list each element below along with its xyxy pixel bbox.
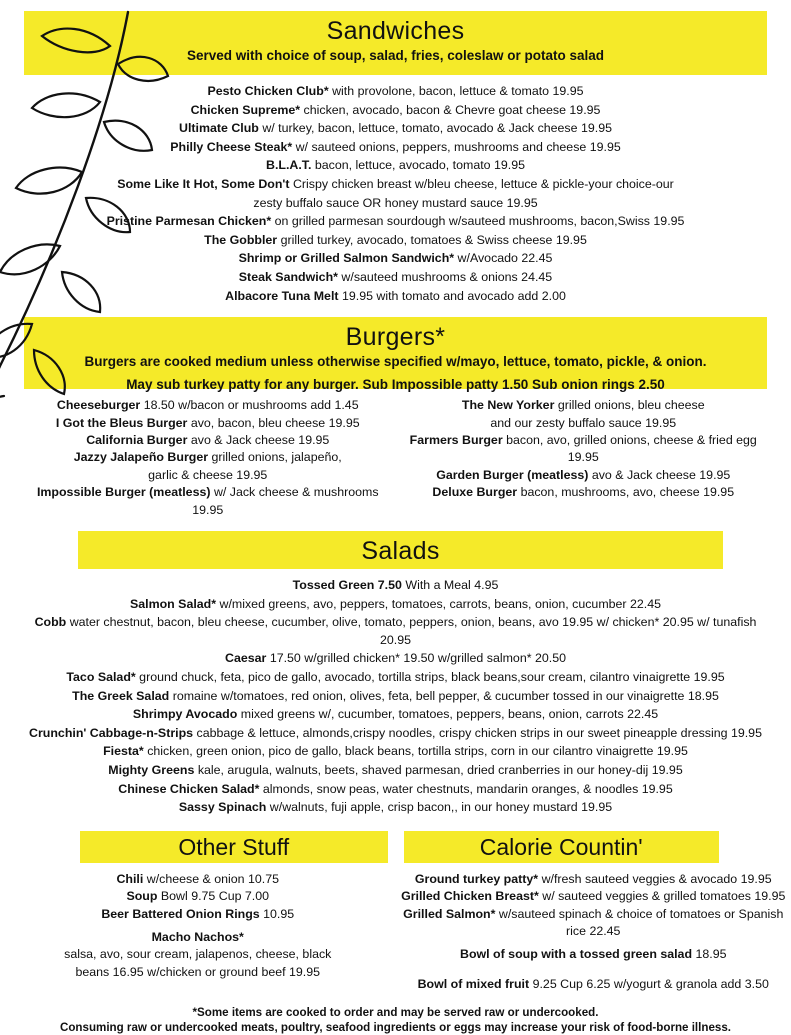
- menu-item-desc: w/ sauteed onions, peppers, mushrooms and cheese 19.95: [296, 140, 621, 154]
- menu-item-name: Soup: [126, 889, 157, 903]
- menu-item-continuation: [0, 946, 396, 963]
- menu-item: [396, 888, 791, 905]
- menu-item-desc: grilled onions, bleu cheese: [558, 398, 705, 412]
- menu-item-desc: garlic & cheese 19.95: [148, 468, 267, 482]
- menu-item: [396, 467, 772, 484]
- footnote-line-1: *Some items are cooked to order and may be served raw or undercooked.: [0, 1005, 791, 1020]
- menu-item-desc: w/sauteed spinach & choice of tomatoes or Spanish rice 22.45: [499, 907, 783, 938]
- menu-item-name: Some Like It Hot, Some Don't: [117, 177, 289, 191]
- menu-item-name: Chili: [116, 872, 143, 886]
- menu-item-name: Bowl of soup with a tossed green salad: [460, 947, 692, 961]
- footnote-line-2: Consuming raw or undercooked meats, poultry, seafood ingredients or eggs may increase your risk of food-borne illness.: [0, 1020, 791, 1035]
- menu-item-name: Garden Burger (meatless): [436, 468, 588, 482]
- menu-item-desc: With a Meal 4.95: [405, 578, 498, 592]
- burgers-title: Burgers*: [24, 317, 767, 352]
- calorie-countin-banner: [404, 831, 720, 863]
- menu-item: [28, 250, 763, 268]
- menu-item: [396, 906, 791, 941]
- menu-item: [396, 432, 772, 467]
- sandwiches-banner: [24, 11, 767, 75]
- menu-item: [396, 871, 791, 888]
- menu-item-desc: ground chuck, feta, pico de gallo, avocado, tortilla strips, black beans,sour cream, cilantro vinaigrette 19.95: [139, 670, 724, 684]
- burgers-subtitle-line1: Burgers are cooked medium unless otherwise specified w/mayo, lettuce, tomato, pickle, & onion.: [24, 352, 767, 377]
- menu-item: [20, 397, 396, 414]
- menu-item-desc: avo, bacon, bleu cheese 19.95: [191, 416, 360, 430]
- sandwiches-item-list: [0, 75, 791, 305]
- menu-item: [18, 669, 773, 687]
- menu-item-name: The Greek Salad: [72, 689, 169, 703]
- menu-item-desc: chicken, avocado, bacon & Chevre goat cheese 19.95: [304, 103, 601, 117]
- menu-item: [0, 906, 396, 923]
- menu-item-desc: cabbage & lettuce, almonds,crispy noodles, crispy chicken strips in our sweet pineapple dressing 19.95: [197, 726, 762, 740]
- menu-item-desc: grilled onions, jalapeño,: [212, 450, 342, 464]
- menu-item-desc: w/Avocado 22.45: [458, 251, 553, 265]
- menu-item: [18, 706, 773, 724]
- menu-item: [20, 415, 396, 432]
- menu-item-desc: w/sauteed mushrooms & onions 24.45: [341, 270, 552, 284]
- menu-item-desc: bacon, lettuce, avocado, tomato 19.95: [315, 158, 525, 172]
- menu-item-name: Ground turkey patty*: [415, 872, 538, 886]
- menu-item-name: Chicken Supreme*: [191, 103, 301, 117]
- menu-item-name: Bowl of mixed fruit: [418, 977, 530, 991]
- menu-item-name: Sassy Spinach: [179, 800, 266, 814]
- menu-item-desc: 10.95: [263, 907, 294, 921]
- menu-item-name: Fiesta*: [103, 744, 144, 758]
- menu-item: [28, 120, 763, 138]
- menu-item-desc: romaine w/tomatoes, red onion, olives, feta, bell pepper, & cucumber tossed in our vinaigrette 18.95: [173, 689, 719, 703]
- menu-item: [18, 799, 773, 817]
- menu-item: [28, 83, 763, 101]
- menu-item-desc: kale, arugula, walnuts, beets, shaved parmesan, dried cranberries in our honey-dij 19.95: [198, 763, 683, 777]
- menu-item: [18, 743, 773, 761]
- menu-item-desc: w/ turkey, bacon, lettuce, tomato, avocado & Jack cheese 19.95: [262, 121, 612, 135]
- menu-item-desc: Crispy chicken breast w/bleu cheese, lettuce & pickle-your choice-our: [293, 177, 674, 191]
- menu-item-desc: 18.95: [695, 947, 726, 961]
- menu-item: [18, 725, 773, 743]
- other-stuff-title: Other Stuff: [178, 834, 289, 860]
- menu-item-desc: avo & Jack cheese 19.95: [592, 468, 730, 482]
- menu-item-name: Cheeseburger: [57, 398, 140, 412]
- menu-item-continuation: [396, 415, 772, 432]
- menu-item-desc: salsa, avo, sour cream, jalapenos, cheese, black: [64, 947, 331, 961]
- menu-item-name: Beer Battered Onion Rings: [101, 907, 259, 921]
- menu-item-desc: w/cheese & onion 10.75: [147, 872, 279, 886]
- menu-item-name: B.L.A.T.: [266, 158, 311, 172]
- sandwiches-title: Sandwiches: [24, 11, 767, 46]
- menu-item-name: California Burger: [86, 433, 187, 447]
- menu-item-name: Shrimp or Grilled Salmon Sandwich*: [239, 251, 455, 265]
- menu-item-continuation: [20, 467, 396, 484]
- menu-item: [28, 157, 763, 175]
- menu-item-name: Salmon Salad*: [130, 597, 216, 611]
- salads-title: Salads: [78, 531, 723, 566]
- menu-item-name: Cobb: [35, 615, 67, 629]
- menu-item-desc: 19.95 with tomato and avocado add 2.00: [342, 289, 566, 303]
- menu-item: [28, 139, 763, 157]
- menu-item-name: Albacore Tuna Melt: [225, 289, 338, 303]
- bottom-sections: [0, 831, 791, 993]
- menu-item-desc: w/mixed greens, avo, peppers, tomatoes, carrots, beans, onion, cucumber 22.45: [220, 597, 661, 611]
- menu-item: [0, 871, 396, 888]
- menu-item-desc: with provolone, bacon, lettuce & tomato 19.95: [332, 84, 583, 98]
- menu-item-desc: 17.50 w/grilled chicken* 19.50 w/grilled salmon* 20.50: [270, 651, 566, 665]
- menu-item-name: Shrimpy Avocado: [133, 707, 237, 721]
- calorie-countin-title: Calorie Countin': [480, 834, 643, 860]
- menu-item-continuation: [28, 195, 763, 213]
- menu-item-name: Jazzy Jalapeño Burger: [74, 450, 208, 464]
- menu-item: [396, 946, 791, 963]
- menu-item-name: Impossible Burger (meatless): [37, 485, 211, 499]
- menu-item-desc: almonds, snow peas, water chestnuts, mandarin oranges, & noodles 19.95: [263, 782, 673, 796]
- menu-item-desc: beans 16.95 w/chicken or ground beef 19.95: [75, 965, 320, 979]
- other-stuff-banner: [80, 831, 388, 863]
- footnotes: [0, 1005, 791, 1035]
- menu-item: [28, 176, 763, 194]
- menu-item-name: Ultimate Club: [179, 121, 259, 135]
- other-stuff-item-list: [0, 863, 396, 981]
- menu-item: [18, 650, 773, 668]
- menu-item-name: Pesto Chicken Club*: [207, 84, 328, 98]
- menu-item-name: Steak Sandwich*: [239, 270, 338, 284]
- salads-item-list: [0, 569, 791, 817]
- menu-item-desc: and our zesty buffalo sauce 19.95: [490, 416, 676, 430]
- burgers-subtitle-line2: May sub turkey patty for any burger. Sub Impossible patty 1.50 Sub onion rings 2.50: [24, 377, 767, 400]
- menu-item-desc: w/walnuts, fuji apple, crisp bacon,, in our honey mustard 19.95: [270, 800, 612, 814]
- menu-item: [18, 614, 773, 649]
- calorie-countin-section: [396, 831, 791, 993]
- menu-item-name: Chinese Chicken Salad*: [118, 782, 259, 796]
- menu-item: [18, 762, 773, 780]
- menu-item-desc: chicken, green onion, pico de gallo, black beans, tortilla strips, corn in our cilantro vinaigrette 19.95: [147, 744, 688, 758]
- menu-item-name: Farmers Burger: [410, 433, 503, 447]
- menu-item-name: Taco Salad*: [66, 670, 135, 684]
- menu-item-name: Pristine Parmesan Chicken*: [107, 214, 272, 228]
- menu-item-desc: w/ sauteed veggies & grilled tomatoes 19.95: [542, 889, 785, 903]
- menu-item-desc: on grilled parmesan sourdough w/sauteed mushrooms, bacon,Swiss 19.95: [275, 214, 685, 228]
- menu-item-name: Grilled Chicken Breast*: [401, 889, 539, 903]
- menu-item: [0, 888, 396, 905]
- menu-item-name: Grilled Salmon*: [403, 907, 495, 921]
- menu-item: [20, 432, 396, 449]
- menu-item: [396, 484, 772, 501]
- menu-item: [28, 102, 763, 120]
- menu-item: [20, 484, 396, 519]
- menu-item-desc: Bowl 9.75 Cup 7.00: [161, 889, 269, 903]
- burgers-left-column: [20, 397, 396, 519]
- menu-item: [18, 688, 773, 706]
- menu-item-name: I Got the Bleus Burger: [56, 416, 188, 430]
- menu-item: [28, 213, 763, 231]
- menu-item: [18, 596, 773, 614]
- other-stuff-section: [0, 831, 396, 993]
- menu-item-desc: w/fresh sauteed veggies & avocado 19.95: [542, 872, 772, 886]
- menu-item-desc: bacon, mushrooms, avo, cheese 19.95: [521, 485, 735, 499]
- menu-item-desc: grilled turkey, avocado, tomatoes & Swiss cheese 19.95: [281, 233, 587, 247]
- menu-page: [0, 11, 791, 1035]
- menu-item-name: Caesar: [225, 651, 266, 665]
- menu-item-desc: zesty buffalo sauce OR honey mustard sauce 19.95: [253, 196, 537, 210]
- menu-item: [28, 232, 763, 250]
- menu-item: [18, 577, 773, 595]
- burgers-banner: [24, 317, 767, 389]
- menu-item-desc: avo & Jack cheese 19.95: [191, 433, 329, 447]
- burgers-columns: [0, 389, 791, 519]
- menu-item: [396, 397, 772, 414]
- menu-item-name: The New Yorker: [462, 398, 555, 412]
- menu-item-desc: mixed greens w/, cucumber, tomatoes, peppers, beans, onion, carrots 22.45: [241, 707, 658, 721]
- menu-item: [0, 929, 396, 946]
- menu-item-desc: 9.25 Cup 6.25 w/yogurt & granola add 3.50: [533, 977, 769, 991]
- menu-item-name: Deluxe Burger: [432, 485, 517, 499]
- menu-item: [28, 269, 763, 287]
- menu-item: [20, 449, 396, 466]
- burgers-right-column: [396, 397, 772, 519]
- menu-item-desc: bacon, avo, grilled onions, cheese & fried egg 19.95: [506, 433, 757, 464]
- menu-item-name: Crunchin' Cabbage-n-Strips: [29, 726, 193, 740]
- menu-item-name: Tossed Green 7.50: [293, 578, 402, 592]
- menu-item-desc: w/ Jack cheese & mushrooms 19.95: [192, 485, 378, 516]
- menu-item-desc: 18.50 w/bacon or mushrooms add 1.45: [144, 398, 359, 412]
- menu-item: [396, 976, 791, 993]
- menu-item-continuation: [0, 964, 396, 981]
- salads-banner: [78, 531, 723, 569]
- sandwiches-subtitle: Served with choice of soup, salad, fries, coleslaw or potato salad: [24, 46, 767, 71]
- menu-item-name: Philly Cheese Steak*: [170, 140, 292, 154]
- menu-item: [18, 781, 773, 799]
- menu-item-desc: water chestnut, bacon, bleu cheese, cucumber, olive, tomato, peppers, onion, beans, avo 19.95 w/ chicken* 20.95 w/ tunafish 20.95: [70, 615, 757, 647]
- calorie-countin-item-list: [396, 863, 791, 993]
- menu-item: [28, 288, 763, 306]
- menu-item-name: Mighty Greens: [108, 763, 194, 777]
- menu-item-name: Macho Nachos*: [152, 930, 244, 944]
- menu-item-name: The Gobbler: [204, 233, 277, 247]
